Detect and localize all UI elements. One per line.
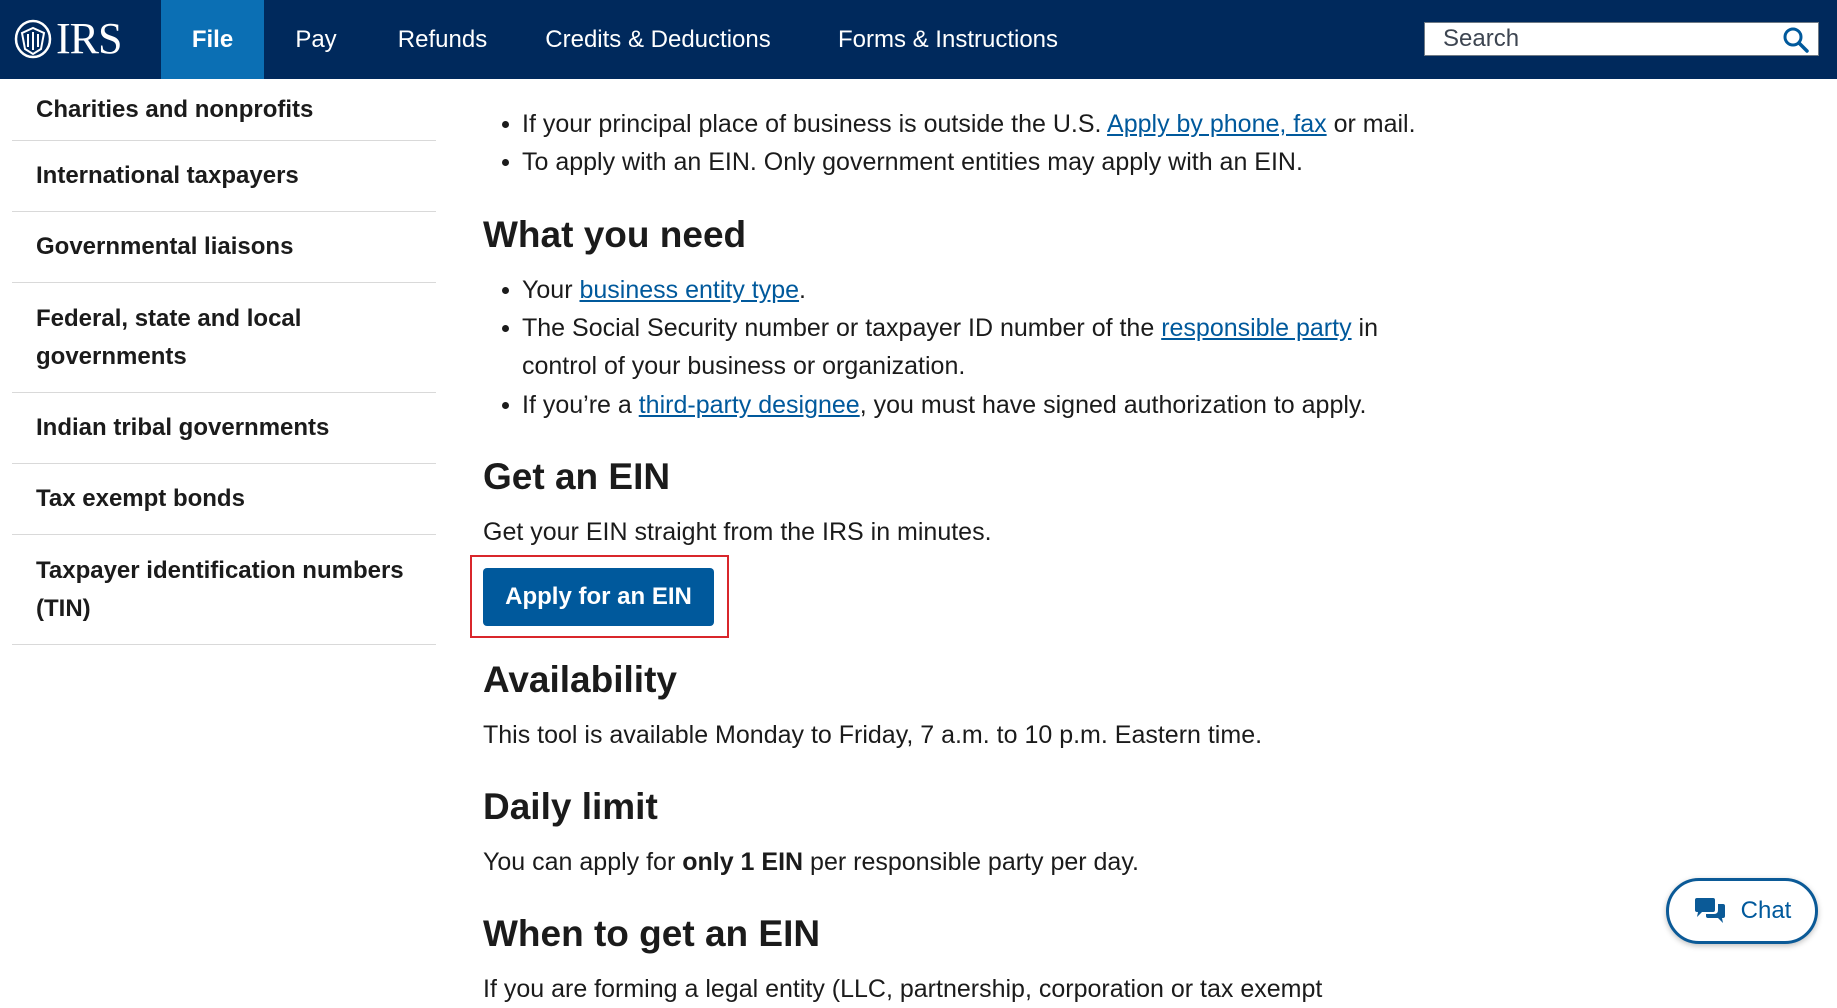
list-item: The Social Security number or taxpayer ID number of the responsible party in (522, 309, 1378, 347)
eagle-icon (14, 19, 52, 59)
nav-pay[interactable]: Pay (295, 25, 337, 53)
sidebar-item-label: Taxpayer identification numbers (TIN) (36, 556, 404, 622)
logo-wordmark: IRS (56, 14, 122, 63)
business-entity-type-link[interactable]: business entity type (579, 276, 800, 304)
apply-for-ein-button[interactable]: Apply for an EIN (483, 568, 714, 626)
main-nav (161, 0, 1097, 79)
list-item: Your business entity type. (522, 271, 806, 309)
sidebar-item-international[interactable] (12, 141, 436, 212)
sidebar-item-tax-exempt-bonds[interactable] (12, 464, 436, 535)
chat-bubbles-icon (1693, 897, 1727, 925)
sidebar-item-governmental-liaisons[interactable] (12, 212, 436, 283)
sidebar-item-label: Governmental liaisons (36, 233, 294, 260)
sidebar-item-charities[interactable] (12, 79, 436, 141)
heading-get-an-ein: Get an EIN (483, 456, 671, 497)
list-item-continuation: control of your business or organization. (522, 352, 966, 380)
chat-label: Chat (1740, 897, 1792, 924)
third-party-designee-link[interactable]: third-party designee (638, 391, 860, 419)
chat-button[interactable] (1666, 878, 1818, 944)
nav-refunds[interactable]: Refunds (397, 25, 488, 53)
sidebar-item-label: Federal, state and local governments (36, 304, 302, 370)
irs-logo[interactable] (14, 14, 121, 64)
sidebar-item-tin[interactable] (12, 535, 436, 645)
when-to-get-text: If you are forming a legal entity (LLC, partnership, corporation or tax exempt (483, 975, 1323, 1003)
sidebar-nav (12, 79, 436, 645)
sidebar-item-label: International taxpayers (36, 162, 299, 189)
sidebar-item-federal-state-local[interactable] (12, 283, 436, 393)
nav-file[interactable]: File (161, 0, 264, 79)
nav-forms-instructions[interactable]: Forms & Instructions (837, 25, 1059, 53)
nav-credits-deductions[interactable]: Credits & Deductions (545, 25, 771, 53)
daily-limit-text: You can apply for only 1 EIN per responsible party per day. (483, 848, 1139, 876)
search-box (1424, 22, 1819, 56)
sidebar-item-indian-tribal[interactable] (12, 393, 436, 464)
heading-daily-limit: Daily limit (483, 786, 658, 827)
search-icon[interactable] (1782, 26, 1810, 54)
list-item: If you’re a third-party designee, you must have signed authorization to apply. (522, 386, 1367, 424)
sidebar-item-label: Tax exempt bonds (36, 485, 245, 512)
get-ein-description: Get your EIN straight from the IRS in minutes. (483, 518, 992, 546)
sidebar-item-label: Indian tribal governments (36, 414, 330, 441)
heading-when-to-get-ein: When to get an EIN (483, 913, 821, 954)
list-item: If your principal place of business is outside the U.S. Apply by phone, fax or mail. (522, 105, 1416, 143)
sidebar-item-label: Charities and nonprofits (36, 95, 314, 123)
list-item: To apply with an EIN. Only government entities may apply with an EIN. (522, 143, 1303, 181)
heading-what-you-need: What you need (483, 214, 747, 255)
search-input[interactable] (1443, 23, 1783, 55)
responsible-party-link[interactable]: responsible party (1161, 314, 1352, 342)
site-header (0, 0, 1837, 79)
apply-by-phone-fax-link[interactable]: Apply by phone, fax (1107, 110, 1327, 138)
heading-availability: Availability (483, 659, 677, 700)
availability-text: This tool is available Monday to Friday, 7 a.m. to 10 p.m. Eastern time. (483, 721, 1263, 749)
